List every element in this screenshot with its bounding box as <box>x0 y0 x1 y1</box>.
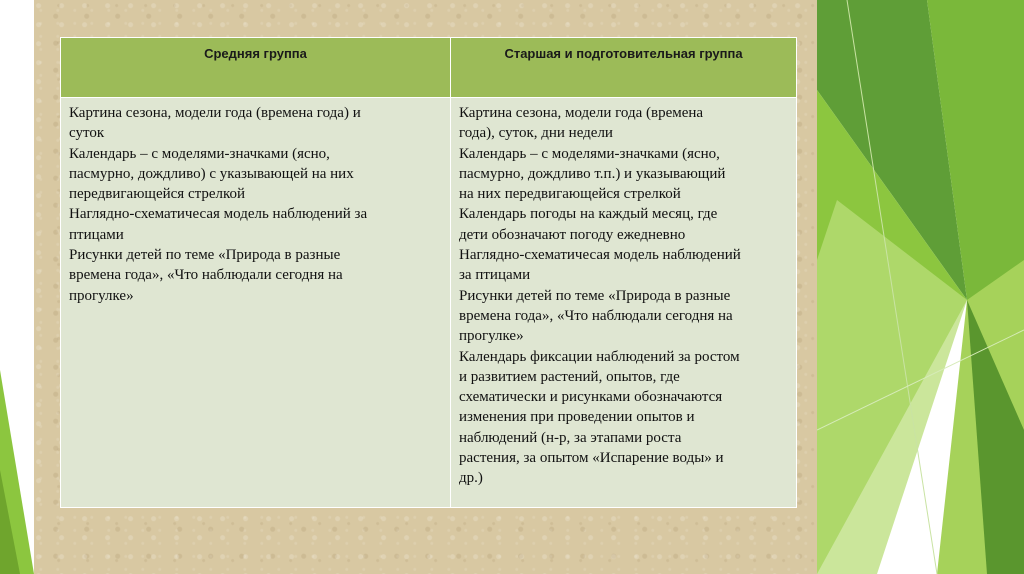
cell-text-line: передвигающейся стрелкой <box>69 186 246 203</box>
right-green-decoration <box>817 0 1024 574</box>
cell-text-line: Наглядно-схематичесая модель наблюдений за <box>69 206 368 223</box>
cell-text-line: суток <box>69 125 105 142</box>
cell-text-line: прогулке» <box>459 328 524 345</box>
cell-text-line: схематически и рисунками обозначаются <box>459 389 723 406</box>
cell-text-line: Наглядно-схематичесая модель наблюдений <box>459 247 741 264</box>
table-header-row <box>61 38 797 98</box>
cell-text-line: дети обозначают погоду ежедневно <box>459 226 686 243</box>
middle-group-cell <box>61 98 451 508</box>
cell-text-line: др.) <box>459 470 483 487</box>
cell-text-line: растения, за опытом «Испарение воды» и <box>459 450 724 467</box>
cell-text-line: и развитием растений, опытов, где <box>459 368 680 385</box>
cell-text-line: Картина сезона, модели года (времена года) и <box>69 105 361 121</box>
left-green-accent <box>0 0 34 574</box>
cell-text-line: Календарь – с моделями-значками (ясно, <box>459 145 720 162</box>
header-senior-group: Старшая и подготовительная группа <box>451 38 797 98</box>
cell-text-line: наблюдений (н-р, за этапами роста <box>459 429 682 446</box>
cell-text-line: Картина сезона, модели года (времена <box>459 105 704 121</box>
cell-text-line: года), суток, дни недели <box>459 125 613 142</box>
cell-text-line: пасмурно, дождливо т.п.) и указывающий <box>459 165 726 182</box>
cell-text-line: на них передвигающейся стрелкой <box>459 186 681 203</box>
cell-text-line: птицами <box>69 226 124 243</box>
senior-group-cell <box>451 98 797 508</box>
table-row <box>61 98 797 508</box>
cell-text-line: Рисунки детей по теме «Природа в разные <box>459 287 731 304</box>
cell-text-line: Календарь погоды на каждый месяц, где <box>459 206 718 223</box>
cell-text-line: изменения при проведении опытов и <box>459 409 695 426</box>
cell-text-line: Рисунки детей по теме «Природа в разные <box>69 247 341 264</box>
cell-text-line: прогулке» <box>69 287 134 304</box>
schedule-table <box>60 37 797 508</box>
cell-text-line: за птицами <box>459 267 531 284</box>
cell-text-line: Календарь – с моделями-значками (ясно, <box>69 145 330 162</box>
cell-text-line: пасмурно, дождливо) с указывающей на них <box>69 165 354 182</box>
cell-text-line: времена года», «Что наблюдали сегодня на <box>459 307 733 324</box>
cell-text-line: Календарь фиксации наблюдений за ростом <box>459 348 740 365</box>
header-middle-group: Средняя группа <box>61 38 451 98</box>
cell-text-line: времена года», «Что наблюдали сегодня на <box>69 267 343 284</box>
